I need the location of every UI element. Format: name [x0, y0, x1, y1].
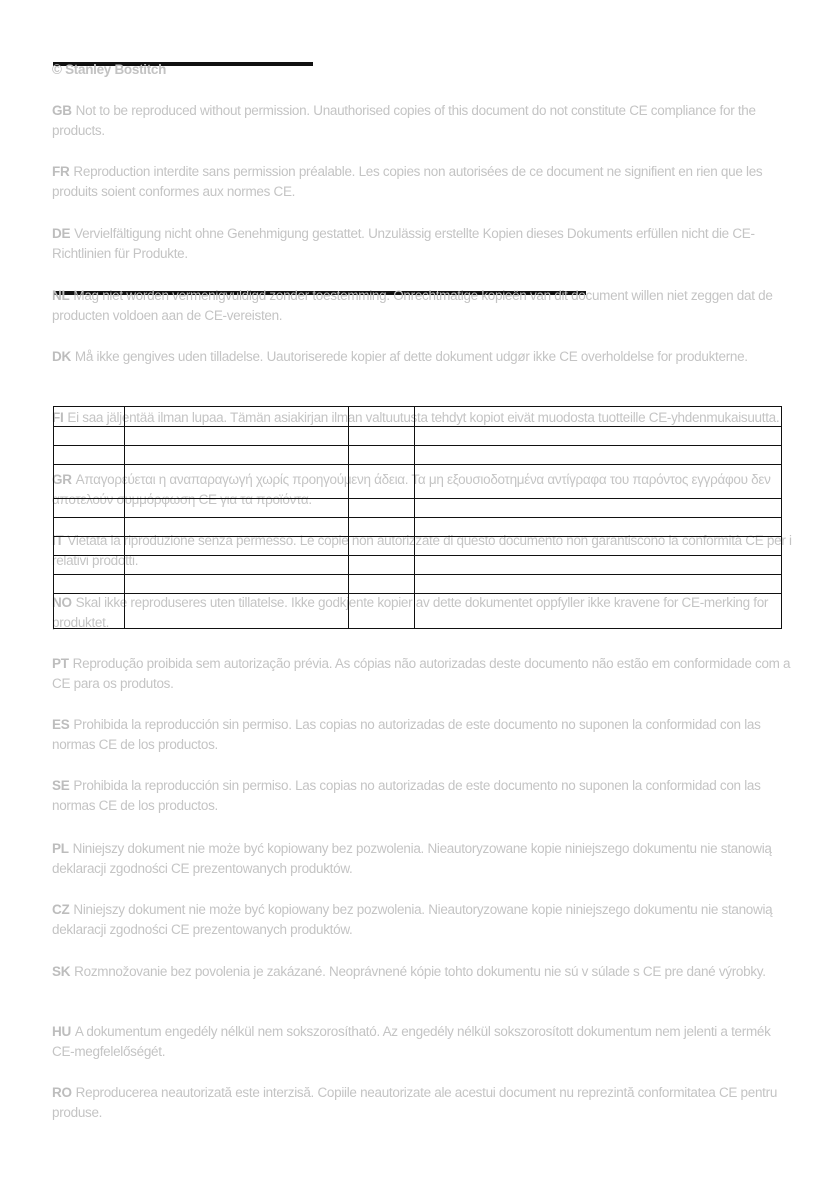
- notice-text: Mag niet worden vermenigvuldigd zonder toestemming. Onrechtmatige kopieën van dit document willen niet zeggen dat de producten voldoen aan de CE-vereisten.: [52, 288, 773, 323]
- language-code: PT: [52, 656, 69, 671]
- table-row: [54, 407, 782, 427]
- table-cell: [125, 537, 349, 556]
- language-code: GR: [52, 472, 72, 487]
- notice-text: Prohibida la reproducción sin permiso. Las copias no autorizadas de este documento no suponen la conformidad con las normas CE de los productos.: [52, 717, 761, 752]
- table-cell: [54, 594, 125, 629]
- language-code: FI: [52, 410, 64, 425]
- language-code: PL: [52, 841, 69, 856]
- copyright-line: © Stanley Bostitch: [52, 62, 167, 77]
- table-cell: [54, 537, 125, 556]
- language-code: RO: [52, 1085, 72, 1100]
- table-cell: [125, 427, 349, 446]
- language-code: SE: [52, 778, 70, 793]
- language-code: GB: [52, 103, 72, 118]
- notice-text: Reproduction interdite sans permission préalable. Les copies non autorisées de ce document ne signifient en rien que les produits soient conformes aux normes CE.: [52, 164, 763, 199]
- notice-se: [52, 776, 792, 816]
- notice-text: Απαγορεύεται η αναπαραγωγή χωρίς προηγούμενη άδεια. Τα μη εξουσιοδοτημένα αντίγραφα του παρόντος εγγράφου δεν αποτελούν συμμόρφωση CE για τα προϊόντα.: [52, 472, 771, 507]
- table-cell: [349, 465, 415, 499]
- notice-text: Må ikke gengives uden tilladelse. Uautoriserede kopier af dette dokument udgør ikke CE overholdelse for produkterne.: [74, 349, 748, 364]
- table-cell: [415, 446, 782, 465]
- notice-fr: [52, 162, 792, 202]
- table-row: [54, 594, 782, 629]
- table-cell: [125, 407, 349, 427]
- notice-pt: [52, 654, 792, 694]
- table-cell: [415, 537, 782, 556]
- language-code: NL: [52, 288, 70, 303]
- table-row: [54, 465, 782, 499]
- notice-pl: [52, 839, 792, 879]
- notice-hu: [52, 1022, 792, 1062]
- notice-text: A dokumentum engedély nélkül nem sokszorosítható. Az engedély nélkül sokszorosított dokumentum nem jelenti a termék CE-megfelelőségét.: [52, 1024, 771, 1059]
- notice-nl: [52, 286, 792, 326]
- language-code: DK: [52, 349, 71, 364]
- language-code: DE: [52, 226, 71, 241]
- table-cell: [125, 594, 349, 629]
- table-cell: [54, 446, 125, 465]
- table-cell: [415, 594, 782, 629]
- table-row: [54, 499, 782, 518]
- table-cell: [415, 499, 782, 518]
- table-cell: [54, 556, 125, 575]
- notice-dk: [52, 347, 792, 367]
- table-cell: [415, 518, 782, 537]
- empty-grid-table: [53, 406, 782, 629]
- table-cell: [415, 407, 782, 427]
- notice-text: Niniejszy dokument nie może być kopiowany bez pozwolenia. Nieautoryzowane kopie niniejszego dokumentu nie stanowią deklaracji zgodności CE prezentowanych produktów.: [52, 841, 772, 876]
- table-cell: [54, 465, 125, 499]
- language-code: ES: [52, 717, 70, 732]
- table-cell: [415, 556, 782, 575]
- table-row: [54, 427, 782, 446]
- notice-text: Niniejszy dokument nie może być kopiowany bez pozwolenia. Nieautoryzowane kopie niniejszego dokumentu nie stanowią deklaracji zgodności CE prezentowanych produktów.: [52, 902, 773, 937]
- notice-gb: [52, 101, 792, 141]
- notice-cz: [52, 900, 792, 940]
- table-row: [54, 537, 782, 556]
- table-cell: [349, 594, 415, 629]
- table-row: [54, 556, 782, 575]
- table-cell: [54, 575, 125, 594]
- table-cell: [54, 407, 125, 427]
- notice-es: [52, 715, 792, 755]
- notice-ro: [52, 1083, 792, 1123]
- table-cell: [125, 556, 349, 575]
- language-code: HU: [52, 1024, 71, 1039]
- table-cell: [349, 427, 415, 446]
- notice-text: Vietata la riproduzione senza permesso. Le copie non autorizzate di questo documento non garantiscono la conformità CE per i relativi prodotti.: [52, 533, 792, 568]
- table-row: [54, 446, 782, 465]
- language-code: CZ: [52, 902, 70, 917]
- table-cell: [415, 427, 782, 446]
- table-cell: [125, 446, 349, 465]
- table-cell: [349, 499, 415, 518]
- table-cell: [125, 499, 349, 518]
- notice-text: Skal ikke reproduseres uten tillatelse. Ikke godkjente kopier av dette dokumentet oppfyller ikke kravene for CE-merking for produktet.: [52, 595, 769, 630]
- table-cell: [415, 465, 782, 499]
- language-code: FR: [52, 164, 70, 179]
- table-cell: [125, 575, 349, 594]
- notice-text: Ei saa jäljentää ilman lupaa. Tämän asiakirjan ilman valtuutusta tehdyt kopiot eivät muodosta tuotteille CE-yhdenmukaisuutta.: [67, 410, 780, 425]
- table-cell: [125, 518, 349, 537]
- table-row: [54, 575, 782, 594]
- table-cell: [54, 427, 125, 446]
- table-cell: [349, 575, 415, 594]
- notice-text: Reprodução proibida sem autorização prévia. As cópias não autorizadas deste documento não estão em conformidade com a CE para os produtos.: [52, 656, 791, 691]
- language-code: IT: [52, 533, 64, 548]
- table-row: [54, 518, 782, 537]
- table-cell: [349, 407, 415, 427]
- table-cell: [54, 499, 125, 518]
- notice-sk: [52, 962, 792, 982]
- table-cell: [349, 537, 415, 556]
- notice-text: Rozmnožovanie bez povolenia je zakázané. Neoprávnené kópie tohto dokumentu nie sú v súlade s CE pre dané výrobky.: [74, 964, 766, 979]
- notice-text: Vervielfältigung nicht ohne Genehmigung gestattet. Unzulässig erstellte Kopien dieses Dokuments erfüllen nicht die CE-Richtlinien für Produkte.: [52, 226, 755, 261]
- table-cell: [349, 518, 415, 537]
- table-cell: [349, 446, 415, 465]
- notice-de: [52, 224, 792, 264]
- language-code: SK: [52, 964, 71, 979]
- notice-text: Reproducerea neautorizată este interzisă. Copiile neautorizate ale acestui document nu reprezintă conformitatea CE pentru produse.: [52, 1085, 778, 1120]
- table-cell: [415, 575, 782, 594]
- language-code: NO: [52, 595, 72, 610]
- table-cell: [125, 465, 349, 499]
- table-cell: [349, 556, 415, 575]
- table-cell: [54, 518, 125, 537]
- notice-text: Prohibida la reproducción sin permiso. Las copias no autorizadas de este documento no suponen la conformidad con las normas CE de los productos.: [52, 778, 761, 813]
- notice-text: Not to be reproduced without permission. Unauthorised copies of this document do not constitute CE compliance for the products.: [52, 103, 756, 138]
